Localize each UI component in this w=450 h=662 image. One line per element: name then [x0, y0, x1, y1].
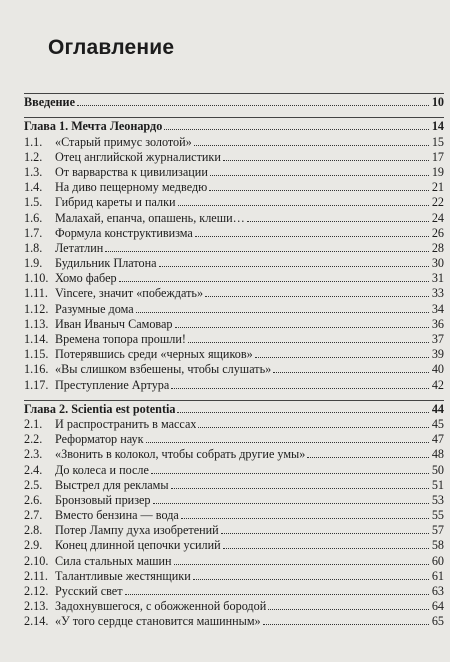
toc-section-label: Вместо бензина — вода	[55, 508, 179, 523]
toc-page-number: 19	[431, 164, 444, 179]
toc-section-number: 2.7.	[24, 508, 43, 523]
toc-section-number: 2.14.	[24, 614, 49, 629]
toc-section-number: 1.3.	[24, 164, 43, 179]
toc-page-number: 31	[431, 271, 444, 286]
dot-leader	[223, 547, 429, 549]
dot-leader	[194, 144, 429, 146]
dot-leader	[174, 563, 429, 565]
toc-page-number: 64	[431, 599, 444, 614]
toc-section-row	[24, 552, 444, 567]
toc-section-row	[24, 255, 444, 270]
toc-section-label: «Звонить в колокол, чтобы собрать другие умы»	[55, 447, 306, 462]
toc-section-number: 1.2.	[24, 149, 43, 164]
toc-section-row	[24, 613, 444, 628]
toc-section-label: Задохнувшегося, с обожженной бородой	[55, 599, 267, 614]
toc-page-number: 50	[431, 462, 444, 477]
toc-section-label: Преступление Артура	[55, 377, 170, 392]
toc-section-number: 1.5.	[24, 195, 43, 210]
toc-page-number: 44	[431, 401, 444, 416]
toc-section-row	[24, 225, 444, 240]
toc-section-number: 1.13.	[24, 316, 49, 331]
toc-section-row	[24, 179, 444, 194]
toc-section-row	[24, 376, 444, 391]
toc-section-label: Гибрид кареты и палки	[55, 195, 176, 210]
toc-section-number: 1.4.	[24, 180, 43, 195]
toc-chapter-label: Глава 1. Мечта Леонардо	[24, 119, 163, 134]
toc-page-number: 40	[431, 362, 444, 377]
dot-leader	[221, 532, 429, 534]
toc-page-number: 55	[431, 508, 444, 523]
toc-page-number: 60	[431, 553, 444, 568]
toc-page-number: 21	[431, 180, 444, 195]
toc-section-label: Формула конструктивизма	[55, 225, 193, 240]
dot-leader	[177, 411, 429, 413]
toc-section-row	[24, 492, 444, 507]
chapter-2-sections	[24, 416, 444, 629]
toc-section-number: 1.17.	[24, 377, 49, 392]
dot-leader	[273, 371, 429, 373]
toc-page-number: 39	[431, 347, 444, 362]
toc-section-label: Реформатор наук	[55, 432, 144, 447]
toc-section-label: Будильник Платона	[55, 256, 157, 271]
dot-leader	[125, 593, 429, 595]
dot-leader	[198, 426, 429, 428]
toc-section-label: Талантливые жестянщики	[55, 568, 191, 583]
dot-leader	[178, 204, 429, 206]
toc-section-row	[24, 133, 444, 148]
toc-section-row	[24, 446, 444, 461]
toc-page-number: 17	[431, 149, 444, 164]
dot-leader	[188, 341, 429, 343]
toc-section-row	[24, 316, 444, 331]
dot-leader	[105, 250, 429, 252]
toc-section-row	[24, 285, 444, 300]
dot-leader	[136, 311, 429, 313]
dot-leader	[307, 456, 429, 458]
dot-leader	[195, 235, 429, 237]
dot-leader	[263, 623, 429, 625]
toc-section-row	[24, 346, 444, 361]
toc-page-number: 58	[431, 538, 444, 553]
toc-section-label: «Вы слишком взбешены, чтобы слушать»	[55, 362, 272, 377]
dot-leader	[151, 472, 429, 474]
toc-page-number: 36	[431, 316, 444, 331]
toc-section-label: И распространить в массах	[55, 416, 197, 431]
toc-section-label: Потерявшись среди «черных ящиков»	[55, 347, 253, 362]
dot-leader	[159, 265, 429, 267]
toc-section-label: Времена топора прошли!	[55, 332, 186, 346]
toc-page-number: 24	[431, 210, 444, 225]
toc-section-label: До колеса и после	[55, 462, 149, 477]
toc-section-number: 2.13.	[24, 599, 49, 614]
toc-section-number: 2.10.	[24, 553, 49, 568]
toc-section-row	[24, 209, 444, 224]
toc-section-row	[24, 270, 444, 285]
toc-section-number: 1.15.	[24, 347, 49, 362]
toc-page-number: 33	[431, 286, 444, 301]
toc-section-label: «У того сердце становится машинным»	[55, 614, 261, 629]
dot-leader	[247, 220, 429, 222]
toc-page-number: 47	[431, 432, 444, 447]
toc-section-row	[24, 537, 444, 552]
toc-section-label: Сила стальных машин	[55, 553, 172, 568]
toc-section-row	[24, 477, 444, 492]
dot-leader	[77, 104, 429, 106]
toc-section-label: Vincere, значит «побеждать»	[55, 286, 204, 301]
toc-page-number: 37	[431, 332, 444, 346]
toc-section-row	[24, 598, 444, 613]
toc-section-label: Хомо фабер	[55, 271, 117, 286]
toc-section-row	[24, 522, 444, 537]
toc-section-label: Русский свет	[55, 584, 123, 598]
toc-section-number: 2.5.	[24, 477, 43, 492]
toc-section-row	[24, 361, 444, 376]
toc-page-number: 48	[431, 447, 444, 462]
toc-page-number: 22	[431, 195, 444, 210]
toc-section-label: Потер Лампу духа изобретений	[55, 523, 219, 538]
dot-leader	[193, 578, 429, 580]
toc-chapter-2	[24, 400, 444, 416]
toc-section-label: Выстрел для рекламы	[55, 477, 169, 492]
toc-page-number: 53	[431, 492, 444, 507]
toc-section-row	[24, 240, 444, 255]
dot-leader	[153, 502, 429, 504]
toc-section-label: Отец английской журналистики	[55, 149, 221, 164]
toc-section-number: 1.10.	[24, 271, 49, 286]
toc-page-number: 51	[431, 477, 444, 492]
toc-section-number: 2.9.	[24, 538, 43, 553]
dot-leader	[146, 441, 429, 443]
toc-section-number: 2.11.	[24, 568, 48, 583]
toc-page-number: 14	[431, 119, 444, 134]
toc-section-number: 1.16.	[24, 362, 49, 377]
toc-intro	[24, 93, 444, 109]
toc-section-number: 1.14.	[24, 332, 49, 346]
chapter-1-sections	[24, 133, 444, 391]
toc-section-row	[24, 461, 444, 476]
page-title: Оглавление	[48, 36, 175, 59]
toc-section-label: От варварства к цивилизации	[55, 164, 208, 179]
toc-page-number: 61	[431, 568, 444, 583]
toc-section-label: На диво пещерному медведю	[55, 180, 208, 195]
toc-section-row	[24, 568, 444, 583]
toc-section-number: 1.12.	[24, 301, 49, 316]
toc-section-label: Летатлин	[55, 240, 104, 255]
dot-leader	[223, 159, 429, 161]
dot-leader	[181, 517, 429, 519]
toc-section-number: 2.12.	[24, 584, 49, 598]
toc-section-row	[24, 416, 444, 431]
toc-section-row	[24, 583, 444, 598]
toc-section-row	[24, 194, 444, 209]
toc-section-row	[24, 431, 444, 446]
toc-section-number: 1.9.	[24, 256, 43, 271]
toc-page-number: 26	[431, 225, 444, 240]
toc-section-label: Конец длинной цепочки усилий	[55, 538, 221, 553]
toc-page-number: 10	[431, 95, 444, 110]
toc-section-label: Иван Иваныч Самовар	[55, 316, 173, 331]
dot-leader	[209, 189, 429, 191]
table-of-contents	[24, 93, 444, 628]
toc-section-number: 1.7.	[24, 225, 43, 240]
toc-page-number: 65	[431, 614, 444, 629]
toc-page-number: 57	[431, 523, 444, 538]
toc-section-number: 2.3.	[24, 447, 43, 462]
toc-page-number: 63	[431, 584, 444, 598]
dot-leader	[268, 608, 429, 610]
toc-section-number: 2.6.	[24, 492, 43, 507]
dot-leader	[255, 356, 429, 358]
toc-section-row	[24, 300, 444, 315]
toc-page-number: 45	[431, 416, 444, 431]
toc-entry-label: Введение	[24, 95, 75, 110]
toc-section-number: 2.1.	[24, 416, 43, 431]
dot-leader	[164, 128, 429, 130]
toc-chapter-label: Глава 2. Scientia est potentia	[24, 401, 176, 416]
toc-section-number: 1.11.	[24, 286, 48, 301]
toc-page-number: 42	[431, 377, 444, 392]
toc-page-number: 28	[431, 240, 444, 255]
toc-section-number: 1.6.	[24, 210, 43, 225]
toc-page-number: 15	[431, 134, 444, 149]
toc-section-label: Бронзовый призер	[55, 492, 151, 507]
dot-leader	[205, 295, 429, 297]
toc-section-number: 2.8.	[24, 523, 43, 538]
toc-page-number: 34	[431, 301, 444, 316]
toc-chapter-1	[24, 117, 444, 133]
toc-section-number: 2.2.	[24, 432, 43, 447]
toc-section-number: 2.4.	[24, 462, 43, 477]
toc-section-label: «Старый примус золотой»	[55, 134, 192, 149]
dot-leader	[210, 174, 429, 176]
toc-section-label: Разумные дома	[55, 301, 134, 316]
dot-leader	[175, 326, 429, 328]
toc-section-row	[24, 331, 444, 346]
dot-leader	[119, 280, 429, 282]
toc-section-row	[24, 149, 444, 164]
toc-section-row	[24, 507, 444, 522]
toc-section-number: 1.8.	[24, 240, 43, 255]
toc-section-label: Малахай, епанча, опашень, клеши…	[55, 210, 245, 225]
toc-section-number: 1.1.	[24, 134, 43, 149]
dot-leader	[171, 387, 429, 389]
toc-section-row	[24, 164, 444, 179]
toc-page-number: 30	[431, 256, 444, 271]
dot-leader	[171, 487, 429, 489]
